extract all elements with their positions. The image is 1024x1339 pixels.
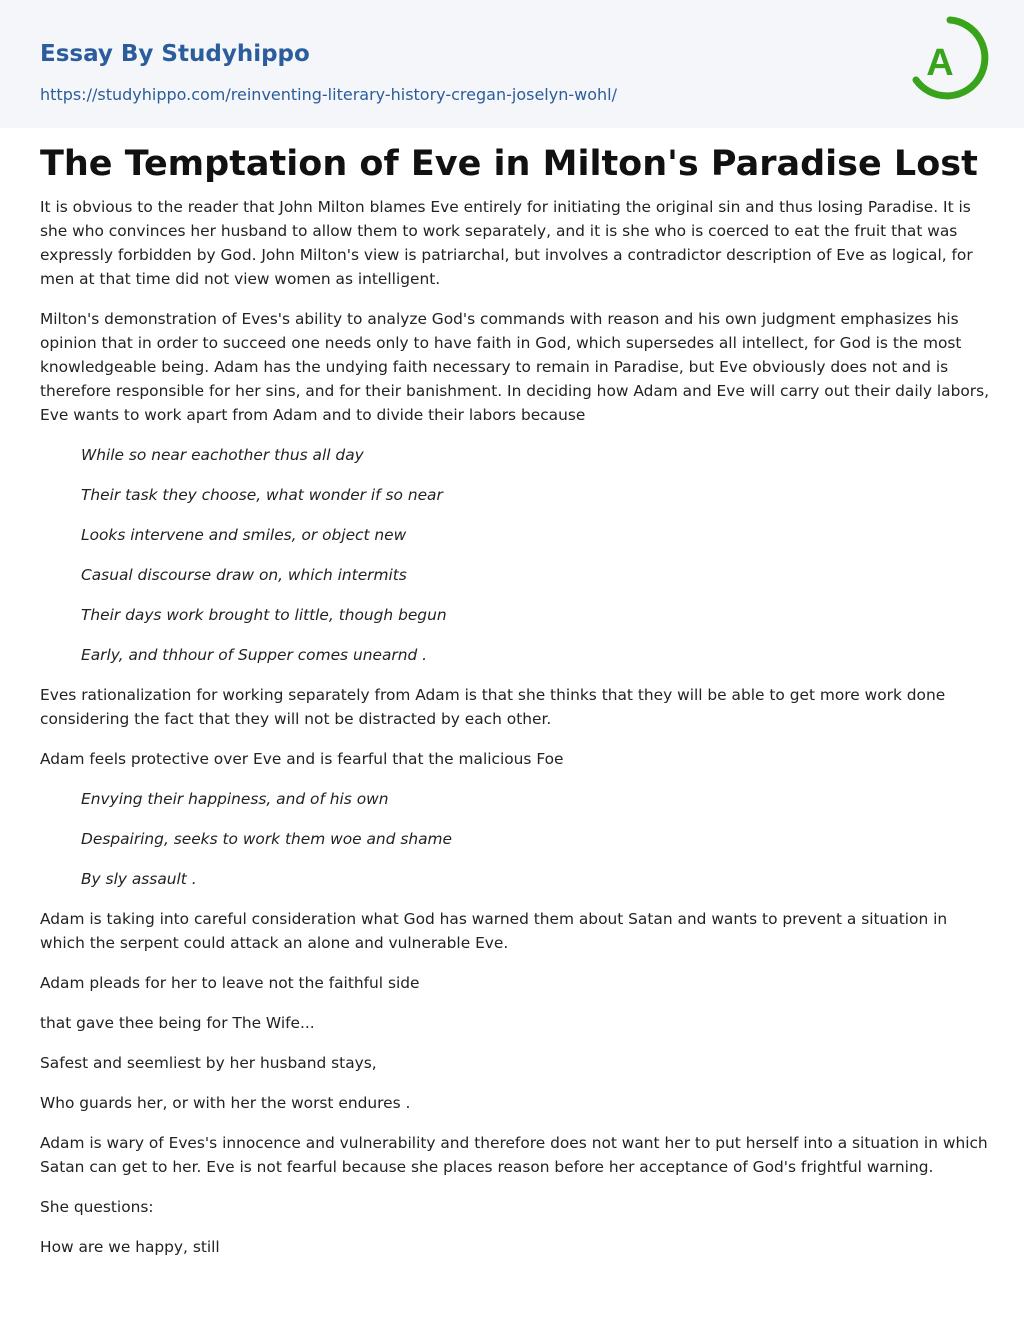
essay-paragraph: Eves rationalization for working separately from Adam is that she thinks that they will be able to get more work done considering the fact that they will not be distracted by each other. bbox=[40, 686, 946, 728]
essay-paragraph: Adam is taking into careful consideration what God has warned them about Satan and wants to prevent a situation in which the serpent could attack an alone and vulnerable Eve. bbox=[40, 910, 948, 952]
verse-line: Their task they choose, what wonder if so near bbox=[81, 486, 443, 504]
essay-paragraph: Who guards her, or with her the worst endures . bbox=[40, 1094, 411, 1112]
site-header bbox=[0, 0, 1024, 128]
essay-paragraph: that gave thee being for The Wife... bbox=[40, 1014, 315, 1032]
verse-line: Looks intervene and smiles, or object new bbox=[81, 526, 407, 544]
verse-line: Early, and thhour of Supper comes unearnd . bbox=[81, 646, 428, 664]
essay-paragraph: She questions: bbox=[40, 1198, 154, 1216]
essay-body bbox=[40, 195, 990, 1275]
essay-paragraph: Milton's demonstration of Eves's ability to analyze God's commands with reason and his own judgment emphasizes his opinion that in order to succeed one needs only to have faith in God, which supersedes all intellect, for God is the most knowledgeable being. Adam has the undying faith necessary to remain in Paradise, but Eve obviously does not and is therefore responsible for her sins, and for their banishment. In deciding how Adam and Eve will carry out their daily labors, Eve wants to work apart from Adam and to divide their labors because bbox=[40, 310, 990, 424]
verse-line: Despairing, seeks to work them woe and shame bbox=[81, 830, 453, 848]
essay-paragraph: Adam pleads for her to leave not the faithful side bbox=[40, 974, 420, 992]
verse-line: Casual discourse draw on, which intermits bbox=[81, 566, 407, 584]
essay-paragraph: Adam feels protective over Eve and is fearful that the malicious Foe bbox=[40, 750, 564, 768]
essay-paragraph: Adam is wary of Eves's innocence and vulnerability and therefore does not want her to put herself into a situation in which Satan can get to her. Eve is not fearful because she places reason before her acceptance of God's frightful warning. bbox=[40, 1134, 988, 1176]
essay-paragraph: How are we happy, still bbox=[40, 1238, 220, 1256]
verse-line: While so near eachother thus all day bbox=[81, 446, 364, 464]
source-url-link[interactable]: https://studyhippo.com/reinventing-literary-history-cregan-joselyn-wohl/ bbox=[40, 85, 617, 104]
essay-paragraph: It is obvious to the reader that John Milton blames Eve entirely for initiating the original sin and thus losing Paradise. It is she who convinces her husband to allow them to work separately, and it is she who is coerced to eat the fruit that was expressly forbidden by God. John Milton's view is patriarchal, but involves a contradictor description of Eve as logical, for men at that time did not view women as intelligent. bbox=[40, 198, 973, 288]
verse-line: Envying their happiness, and of his own bbox=[81, 790, 389, 808]
essay-paragraph: Safest and seemliest by her husband stays, bbox=[40, 1054, 377, 1072]
brand-title[interactable]: Essay By Studyhippo bbox=[40, 41, 310, 67]
verse-line: By sly assault . bbox=[81, 870, 197, 888]
logo-letter: A bbox=[926, 42, 954, 84]
verse-line: Their days work brought to little, though begun bbox=[81, 606, 447, 624]
essay-title: The Temptation of Eve in Milton's Paradise Lost bbox=[40, 144, 978, 184]
circle-a-logo-icon[interactable] bbox=[908, 16, 992, 108]
